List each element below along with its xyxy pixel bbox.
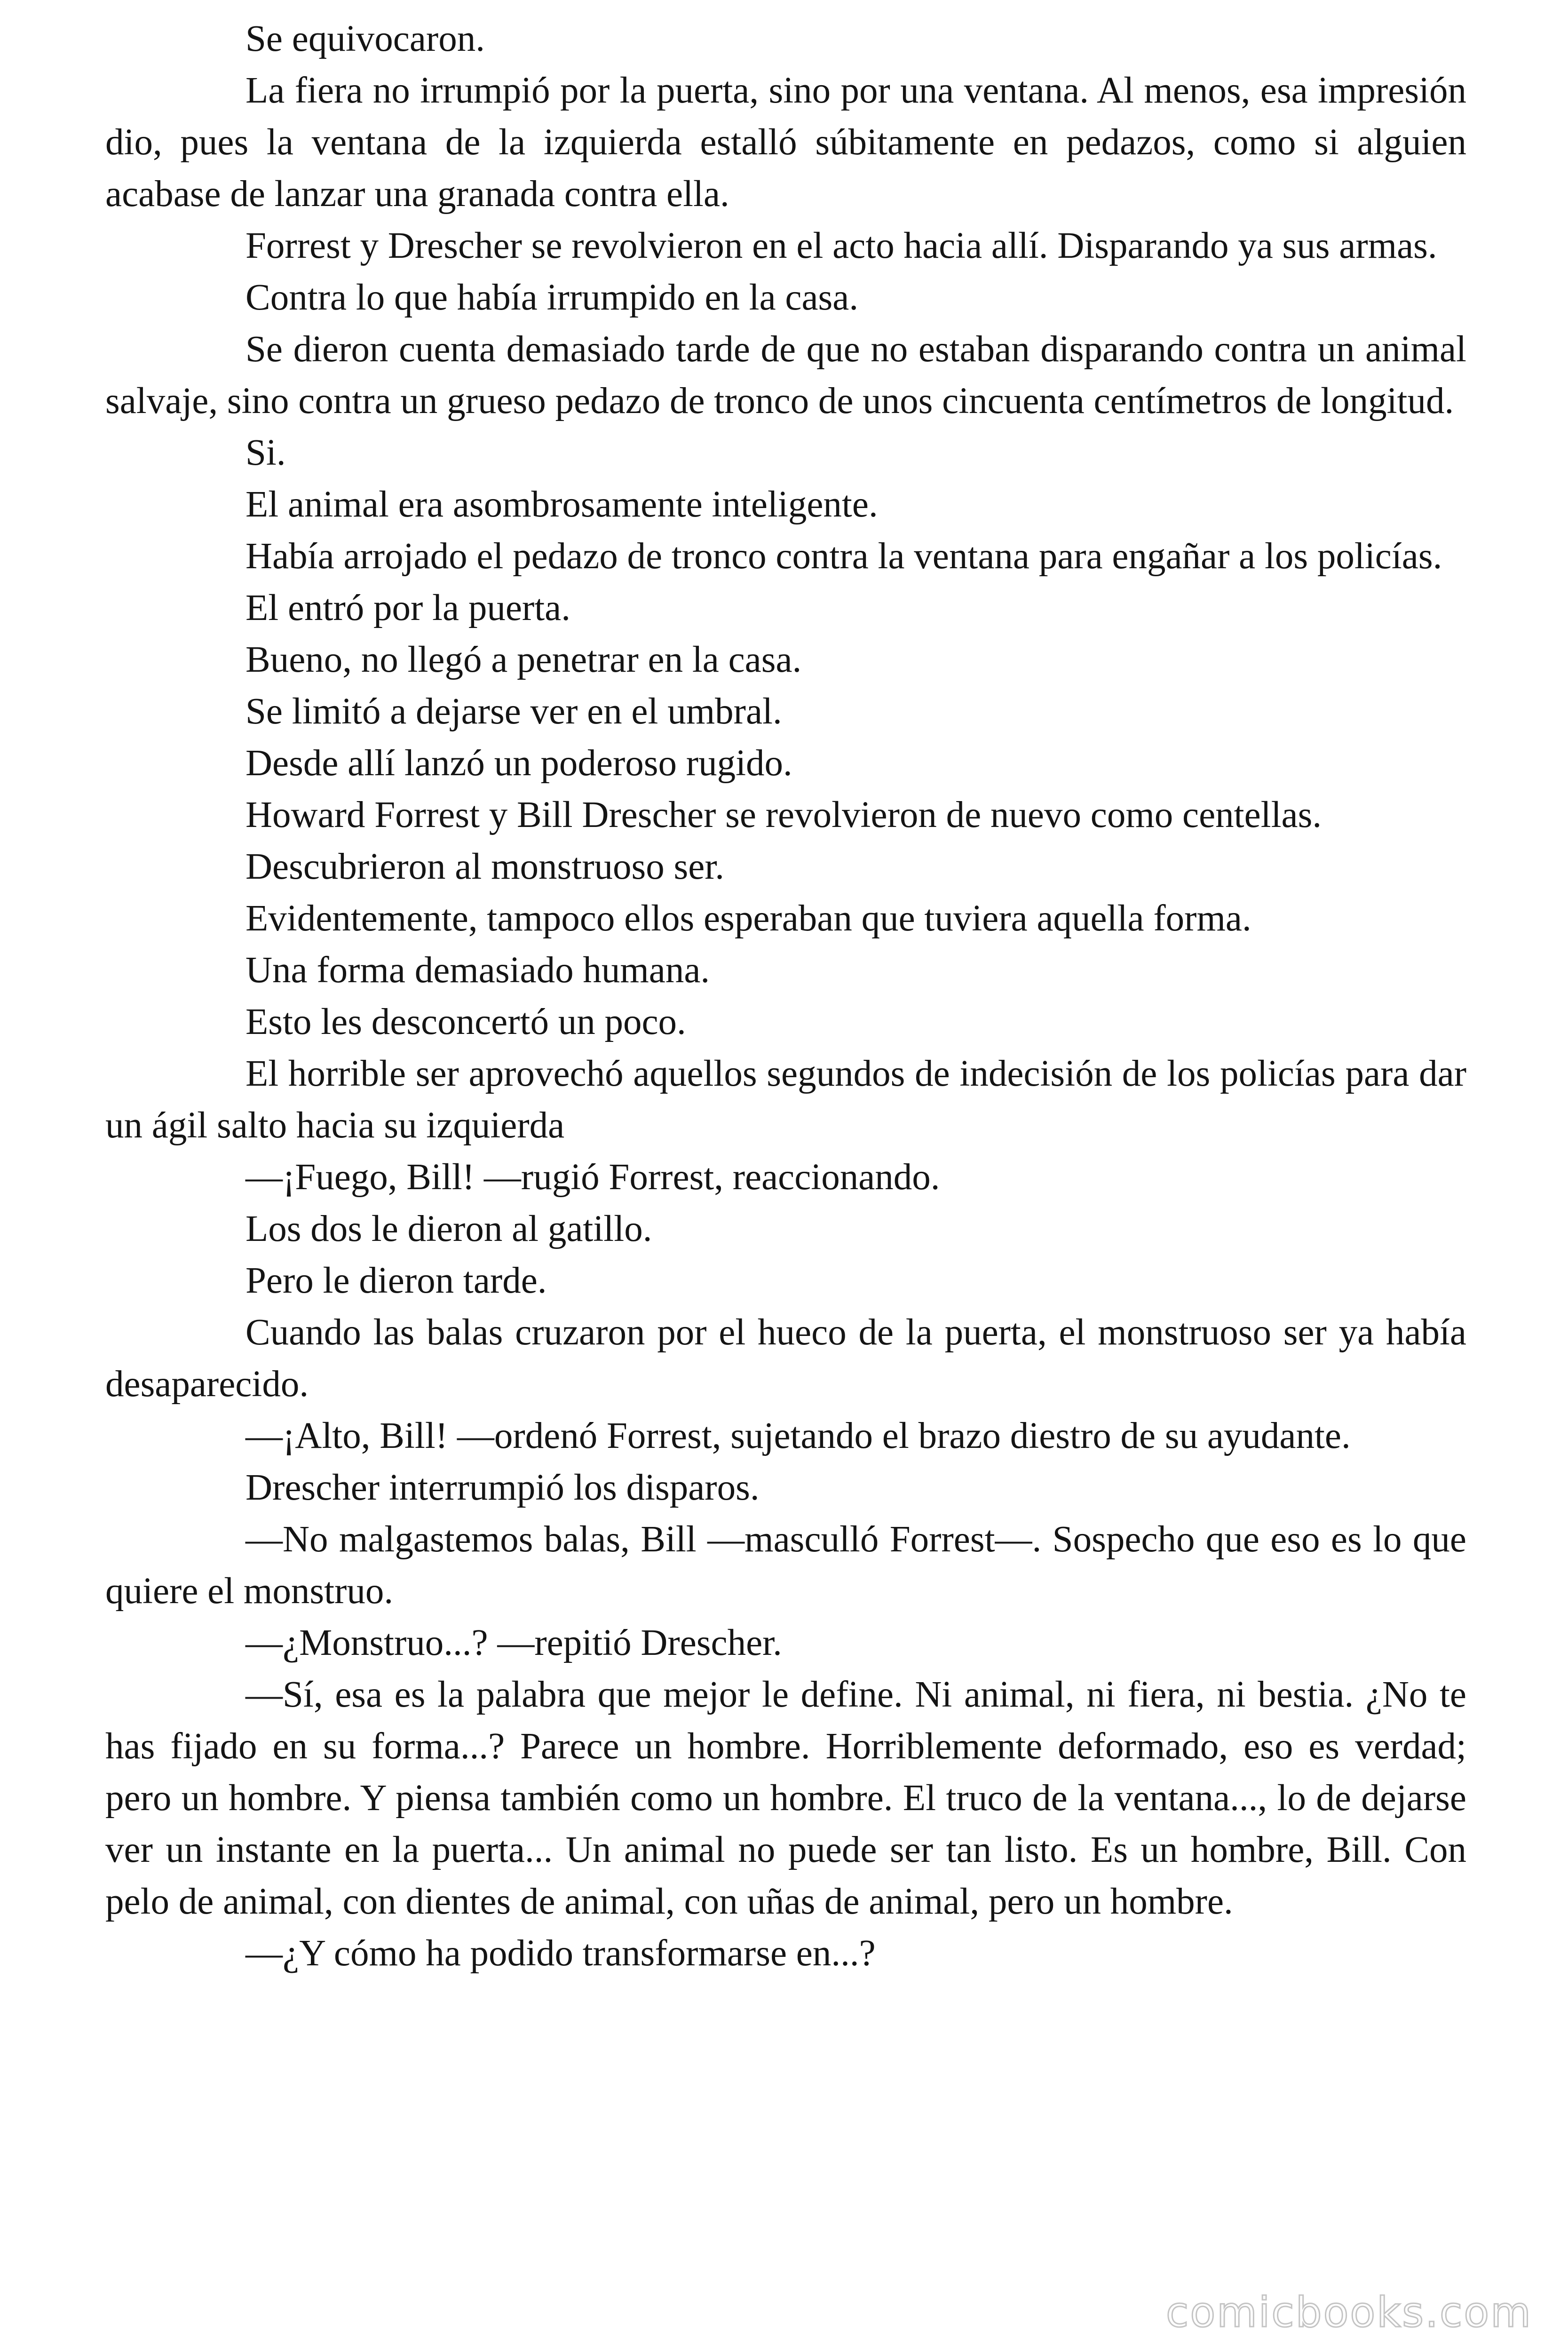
paragraph: El horrible ser aprovechó aquellos segundos de indecisión de los policías para dar un ágil salto hacia su izquierda xyxy=(105,1053,1466,1146)
paragraph: —¡Fuego, Bill! —rugió Forrest, reaccionando. xyxy=(245,1157,940,1198)
paragraph: Bueno, no llegó a penetrar en la casa. xyxy=(245,639,802,680)
paragraph: Si. xyxy=(245,432,286,473)
paragraph: Forrest y Drescher se revolvieron en el acto hacia allí. Disparando ya sus armas. xyxy=(245,225,1437,266)
paragraph: Se equivocaron. xyxy=(245,18,485,59)
paragraph: Se limitó a dejarse ver en el umbral. xyxy=(245,691,782,732)
paragraph: Había arrojado el pedazo de tronco contra la ventana para engañar a los policías. xyxy=(245,536,1442,577)
paragraph: Pero le dieron tarde. xyxy=(245,1260,547,1301)
paragraph: El animal era asombrosamente inteligente. xyxy=(245,484,878,525)
paragraph: Drescher interrumpió los disparos. xyxy=(245,1467,760,1508)
paragraph: Descubrieron al monstruoso ser. xyxy=(245,846,725,887)
watermark-logo: comicbooks.com xyxy=(1165,2288,1532,2336)
paragraph: Desde allí lanzó un poderoso rugido. xyxy=(245,743,792,784)
paragraph: —¡Alto, Bill! —ordenó Forrest, sujetando el brazo diestro de su ayudante. xyxy=(245,1415,1351,1456)
paragraph: —Sí, esa es la palabra que mejor le define. Ni animal, ni fiera, ni bestia. ¿No te has fijado en su forma...? Parece un hombre. Horriblemente deformado, eso es verdad; pero un hombre. Y piensa también como un hombre. El truco de la ventana..., lo de dejarse ver un instante en la puerta... Un animal no puede ser tan listo. Es un hombre, Bill. Con pelo de animal, con dientes de animal, con uñas de animal, pero un hombre. xyxy=(105,1674,1466,1922)
paragraph: Se dieron cuenta demasiado tarde de que no estaban disparando contra un animal salvaje, sino contra un grueso pedazo de tronco de unos cincuenta centímetros de longitud. xyxy=(105,329,1466,421)
paragraph: —No malgastemos balas, Bill —masculló Forrest—. Sospecho que eso es lo que quiere el monstruo. xyxy=(105,1519,1466,1612)
paragraph: Los dos le dieron al gatillo. xyxy=(245,1208,652,1249)
paragraph: Evidentemente, tampoco ellos esperaban que tuviera aquella forma. xyxy=(245,898,1251,939)
paragraph: —¿Y cómo ha podido transformarse en...? xyxy=(245,1933,876,1974)
paragraph: La fiera no irrumpió por la puerta, sino por una ventana. Al menos, esa impresión dio, pues la ventana de la izquierda estalló súbitamente en pedazos, como si alguien acabase de lanzar una granada contra ella. xyxy=(105,70,1466,215)
paragraph: Contra lo que había irrumpido en la casa. xyxy=(245,277,859,318)
paragraph: Howard Forrest y Bill Drescher se revolvieron de nuevo como centellas. xyxy=(245,795,1322,835)
paragraph: Una forma demasiado humana. xyxy=(245,950,710,991)
paragraph: El entró por la puerta. xyxy=(245,588,570,628)
paragraph: Esto les desconcertó un poco. xyxy=(245,1001,686,1042)
paragraph: —¿Monstruo...? —repitió Drescher. xyxy=(245,1622,782,1663)
body-text xyxy=(105,13,1466,1979)
paragraph: Cuando las balas cruzaron por el hueco de la puerta, el monstruoso ser ya había desaparecido. xyxy=(105,1312,1466,1405)
